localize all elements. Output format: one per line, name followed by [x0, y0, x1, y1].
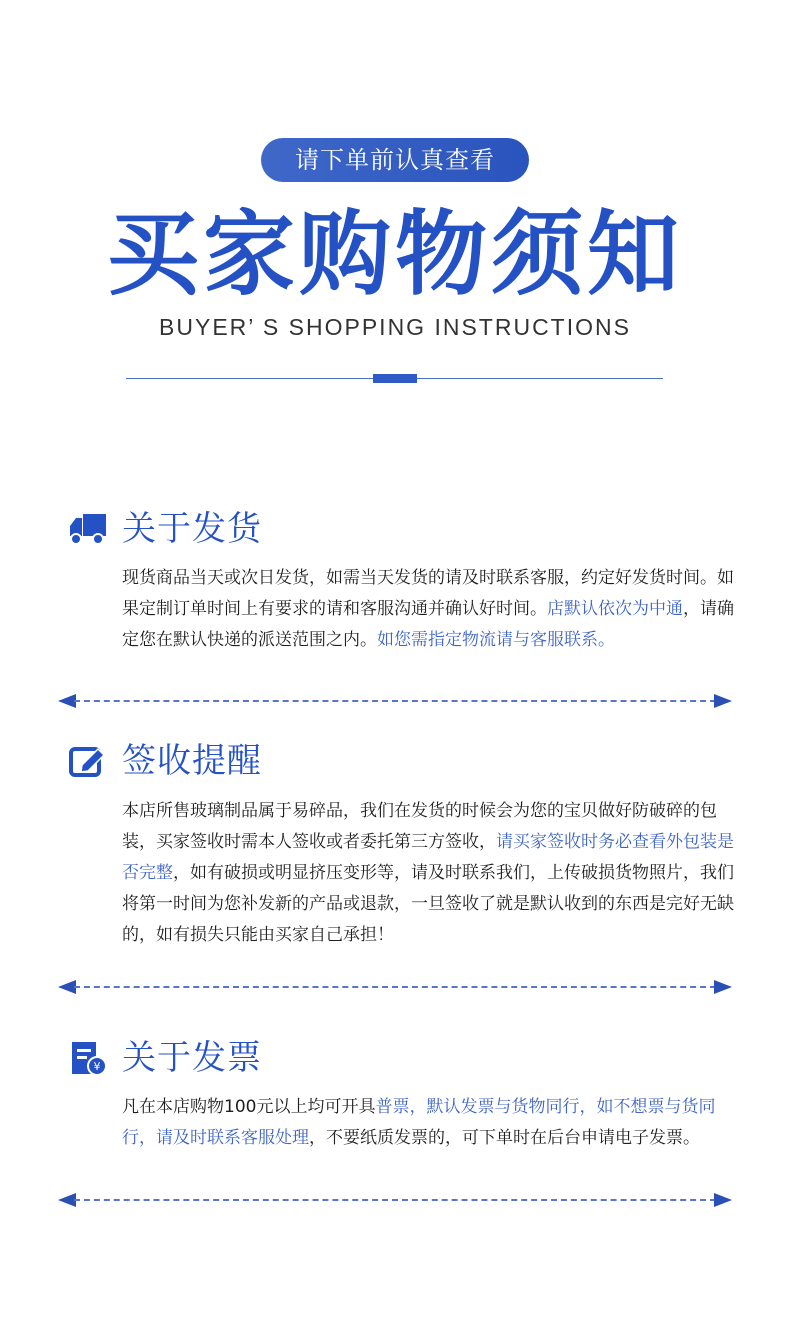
text-highlight: 普票，默认发票与货物同行，如不想票与货同行，请及时联系客服处理	[122, 1097, 716, 1148]
section-shipping-text	[122, 563, 740, 656]
section-divider	[58, 694, 732, 708]
section-invoice-title: 关于发票	[122, 1038, 262, 1078]
arrow-right-icon	[714, 980, 732, 994]
arrow-right-icon	[714, 1193, 732, 1207]
section-shipping-title: 关于发货	[122, 509, 262, 549]
text-segment: ，请确定您在默认快递的派送范围之内。	[122, 599, 734, 650]
text-segment: 本店所售玻璃制品属于易碎品，我们在发货的时候会为您的宝贝做好防破碎的包装，买家签收时需本人签收或者委托第三方签收，	[122, 801, 717, 852]
section-receipt-text	[122, 796, 740, 951]
text-segment: 现货商品当天或次日发货，如需当天发货的请及时联系客服，约定好发货时间。如果定制订单时间上有要求的请和客服沟通并确认好时间。	[122, 568, 734, 619]
section-divider	[58, 1193, 732, 1207]
section-receipt-title: 签收提醒	[122, 741, 262, 781]
arrow-right-icon	[714, 694, 732, 708]
page-subtitle: BUYER’ S SHOPPING INSTRUCTIONS	[159, 314, 631, 340]
text-segment: ，如有破损或明显挤压变形等，请及时联系我们，上传破损货物照片，我们将第一时间为您补发新的产品或退款，一旦签收了就是默认收到的东西是完好无缺的，如有损失只能由买家自己承担！	[122, 863, 734, 945]
section-divider	[58, 980, 732, 994]
section-invoice-text	[122, 1092, 740, 1154]
page-title: 买家购物须知	[106, 201, 683, 308]
edit-sign-icon	[68, 744, 108, 778]
invoice-icon	[68, 1041, 108, 1075]
text-segment: 凡在本店购物100元以上均可开具	[122, 1097, 376, 1117]
text-segment: ，不要纸质发票的，可下单时在后台申请电子发票。	[309, 1128, 700, 1148]
svg-text:¥: ¥	[93, 1060, 101, 1073]
notice-pill: 请下单前认真查看	[261, 138, 529, 182]
text-highlight: 店默认依次为中通	[547, 599, 683, 619]
text-highlight: 如您需指定物流请与客服联系。	[377, 630, 615, 650]
truck-icon	[68, 512, 108, 546]
title-rule-accent	[373, 374, 417, 383]
text-highlight: 请买家签收时务必查看外包装是否完整	[122, 832, 734, 883]
